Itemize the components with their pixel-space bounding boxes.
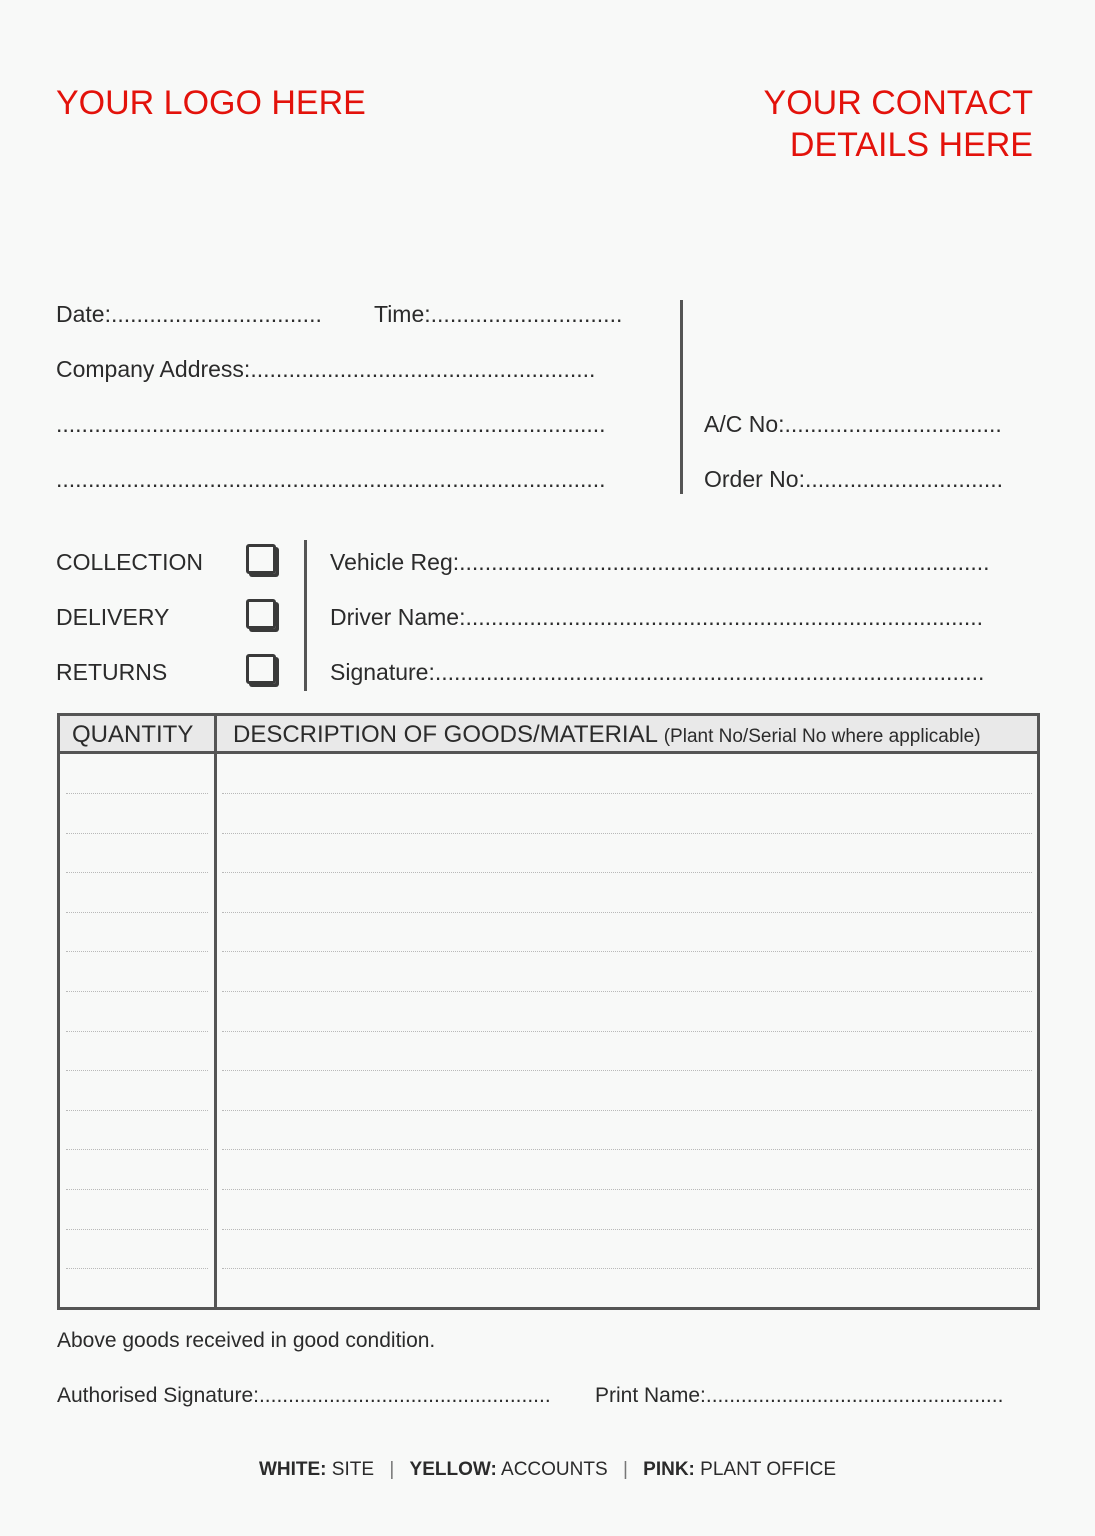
ac-no-field[interactable]: A/C No:.................................. [704,411,1002,437]
quantity-row-line [66,951,208,952]
quantity-row-line [66,872,208,873]
quantity-row-line [66,912,208,913]
description-header-title: DESCRIPTION OF GOODS/MATERIAL [233,721,658,748]
section-divider [680,300,683,494]
quantity-row-line [66,1268,208,1269]
quantity-row-line [66,1229,208,1230]
authorised-signature-field[interactable]: Authorised Signature:.................................................. [57,1384,551,1407]
options-divider [304,540,307,691]
separator: | [622,1459,628,1480]
description-row-line [222,833,1032,834]
delivery-checkbox[interactable] [246,599,276,629]
table-header [60,716,1037,754]
pink-copy-value: PLANT OFFICE [700,1459,837,1480]
white-copy-value: SITE [331,1459,375,1480]
signature-field[interactable]: Signature:...................................................................................... [330,659,985,685]
contact-line-2: DETAILS HERE [789,126,1033,164]
returns-label: RETURNS [56,659,168,685]
delivery-label: DELIVERY [56,604,170,630]
company-address-field[interactable]: Company Address:...................................................... [56,356,596,382]
description-row-line [222,991,1032,992]
contact-details-placeholder [764,82,1033,166]
description-row-line [222,1070,1032,1071]
description-header [233,721,981,749]
order-no-field[interactable]: Order No:............................... [704,466,1004,492]
logo-placeholder: YOUR LOGO HERE [56,84,366,122]
quantity-row-line [66,793,208,794]
driver-name-field[interactable]: Driver Name:................................................................................. [330,604,984,630]
address-line-2[interactable]: ...................................................................................... [56,411,606,437]
copy-distribution [0,1459,1095,1481]
returns-checkbox[interactable] [246,654,276,684]
quantity-row-line [66,1070,208,1071]
description-row-line [222,872,1032,873]
description-row-line [222,1110,1032,1111]
address-line-3[interactable]: ...................................................................................... [56,466,606,492]
quantity-row-line [66,1110,208,1111]
yellow-copy-value: ACCOUNTS [501,1459,608,1480]
description-row-line [222,1031,1032,1032]
quantity-row-line [66,1031,208,1032]
vehicle-reg-field[interactable]: Vehicle Reg:................................................................................... [330,549,990,575]
description-row-line [222,1268,1032,1269]
pink-copy-label: PINK: [643,1459,695,1480]
quantity-row-line [66,1189,208,1190]
collection-label: COLLECTION [56,549,203,575]
description-row-line [222,1149,1032,1150]
description-header-note: (Plant No/Serial No where applicable) [663,726,981,747]
goods-table [57,713,1040,1310]
quantity-row-line [66,991,208,992]
description-row-line [222,793,1032,794]
description-row-line [222,1189,1032,1190]
white-copy-label: WHITE: [258,1459,327,1480]
description-row-line [222,912,1032,913]
description-row-line [222,1229,1032,1230]
time-field[interactable]: Time:.............................. [374,301,623,327]
quantity-header: QUANTITY [72,721,194,748]
print-name-field[interactable]: Print Name:................................................... [595,1384,1004,1407]
received-note: Above goods received in good condition. [57,1329,436,1352]
quantity-row-line [66,833,208,834]
quantity-row-line [66,1149,208,1150]
separator: | [389,1459,395,1480]
date-field[interactable]: Date:................................. [56,301,322,327]
description-row-line [222,951,1032,952]
yellow-copy-label: YELLOW: [409,1459,497,1480]
collection-checkbox[interactable] [246,544,276,574]
column-separator [214,716,217,1307]
contact-line-1: YOUR CONTACT [763,84,1033,122]
